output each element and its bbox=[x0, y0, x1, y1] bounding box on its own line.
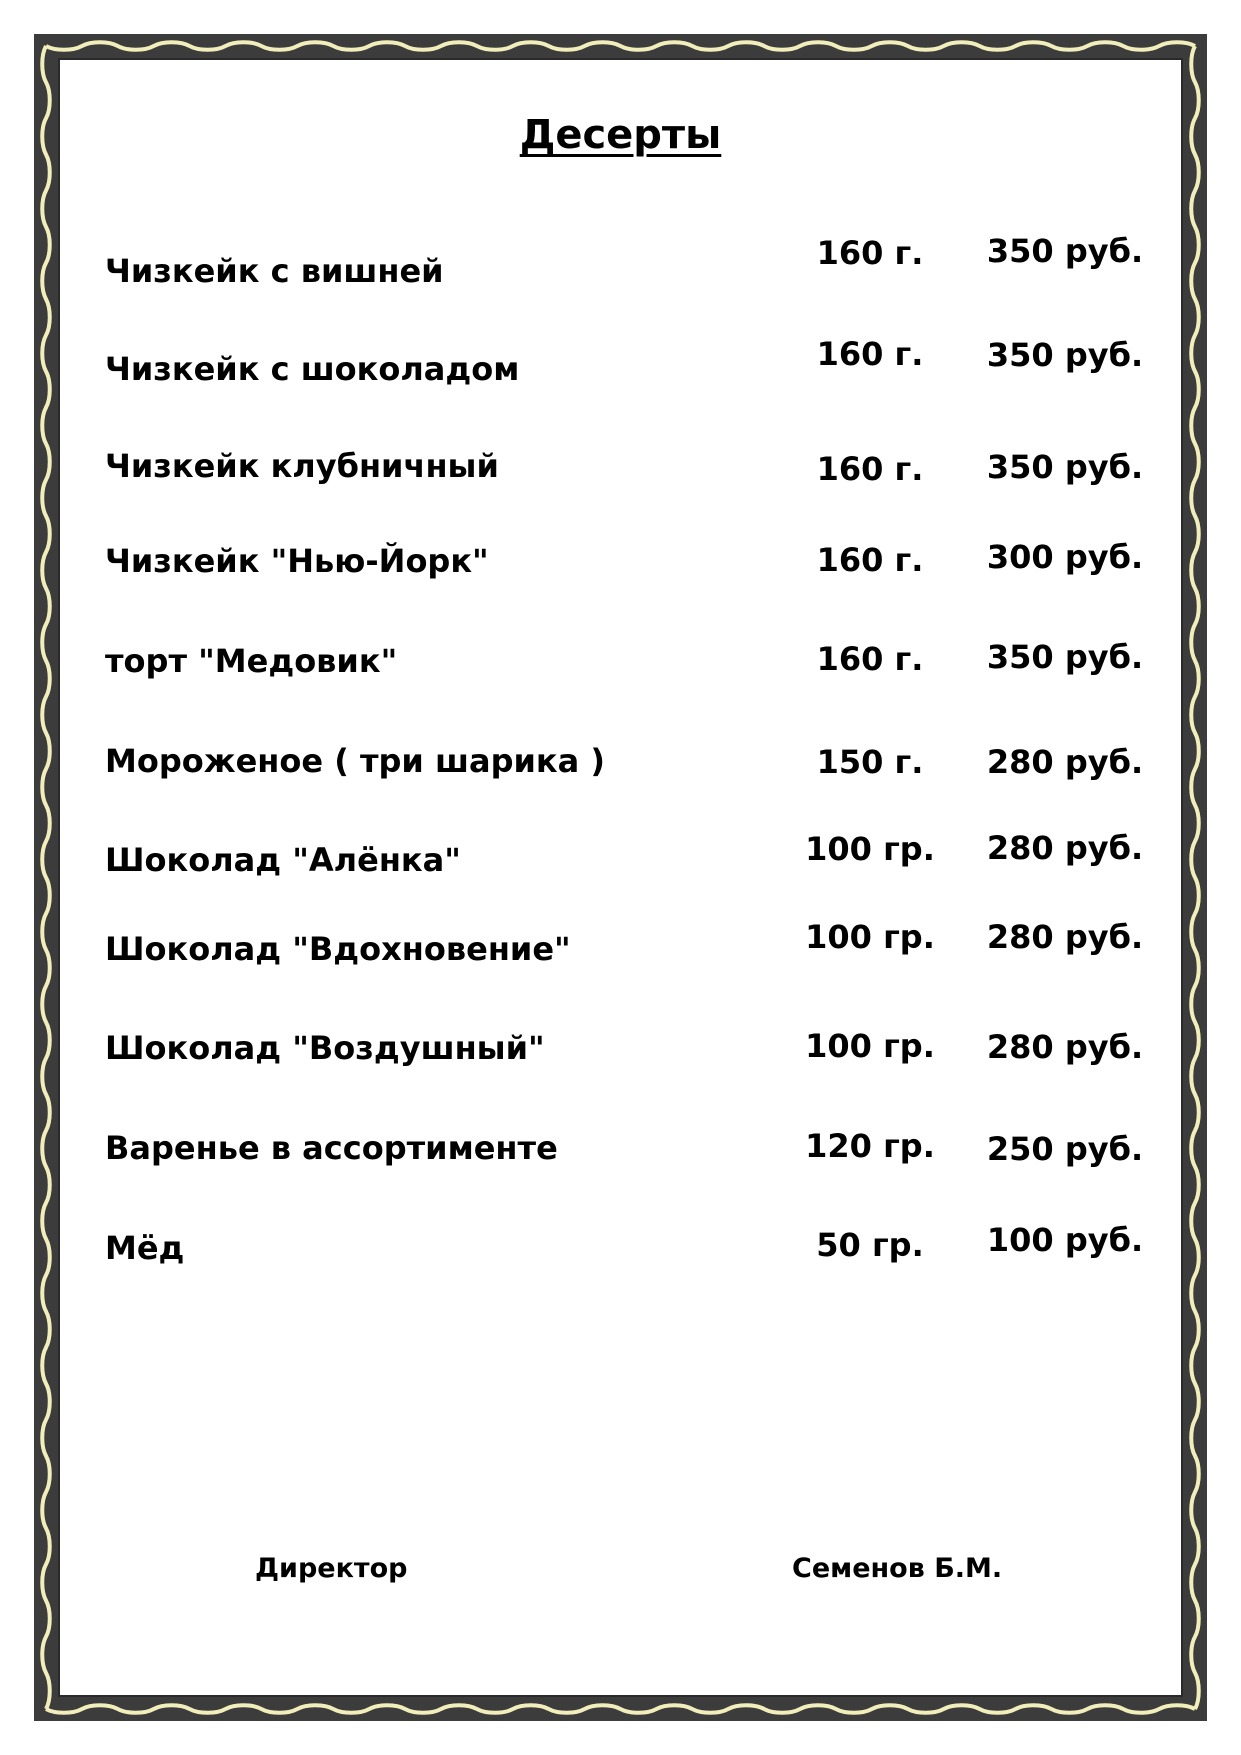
item-weight: 100 гр. bbox=[805, 830, 935, 868]
item-weight: 50 гр. bbox=[816, 1226, 924, 1264]
item-price: 350 руб. bbox=[986, 336, 1144, 374]
item-weight: 150 г. bbox=[816, 743, 924, 781]
item-price: 100 руб. bbox=[986, 1221, 1144, 1259]
menu-item bbox=[0, 742, 1241, 802]
item-name: Мороженое ( три шарика ) bbox=[105, 742, 605, 780]
menu-item bbox=[0, 918, 1241, 1002]
item-price: 300 руб. bbox=[986, 538, 1144, 576]
menu-item bbox=[0, 335, 1241, 402]
item-name: Шоколад "Вдохновение" bbox=[105, 930, 571, 968]
item-price: 280 руб. bbox=[986, 1028, 1144, 1066]
item-price: 350 руб. bbox=[986, 638, 1144, 676]
item-price: 280 руб. bbox=[986, 918, 1144, 956]
item-weight: 100 гр. bbox=[805, 1027, 935, 1065]
item-name: торт "Медовик" bbox=[105, 642, 398, 680]
page-title: Десерты bbox=[519, 112, 722, 158]
item-weight: 100 гр. bbox=[805, 918, 935, 956]
item-name: Варенье в ассортименте bbox=[105, 1129, 558, 1167]
item-name: Чизкейк с вишней bbox=[105, 252, 444, 290]
item-weight: 160 г. bbox=[816, 234, 924, 272]
item-price: 280 руб. bbox=[986, 829, 1144, 867]
item-price: 280 руб. bbox=[986, 743, 1144, 781]
menu-item bbox=[0, 232, 1241, 302]
item-name: Чизкейк "Нью-Йорк" bbox=[105, 542, 489, 580]
item-name: Шоколад "Воздушный" bbox=[105, 1029, 545, 1067]
menu-item bbox=[0, 829, 1241, 902]
menu-item bbox=[0, 638, 1241, 702]
item-weight: 160 г. bbox=[816, 541, 924, 579]
item-price: 350 руб. bbox=[986, 448, 1144, 486]
menu-item bbox=[0, 538, 1241, 602]
item-price: 350 руб. bbox=[986, 232, 1144, 270]
menu-item bbox=[0, 1127, 1241, 1202]
menu-item bbox=[0, 1221, 1241, 1302]
item-weight: 120 гр. bbox=[805, 1127, 935, 1165]
item-weight: 160 г. bbox=[816, 640, 924, 678]
item-weight: 160 г. bbox=[816, 335, 924, 373]
item-name: Чизкейк с шоколадом bbox=[105, 350, 520, 388]
item-name: Мёд bbox=[105, 1229, 185, 1267]
menu-item bbox=[0, 1027, 1241, 1102]
item-price: 250 руб. bbox=[986, 1130, 1144, 1168]
item-name: Шоколад "Алёнка" bbox=[105, 841, 461, 879]
menu-item bbox=[0, 442, 1241, 502]
signatory-name: Семенов Б.М. bbox=[792, 1553, 1003, 1584]
item-name: Чизкейк клубничный bbox=[105, 447, 499, 485]
item-weight: 160 г. bbox=[816, 450, 924, 488]
director-label: Директор bbox=[255, 1553, 408, 1584]
